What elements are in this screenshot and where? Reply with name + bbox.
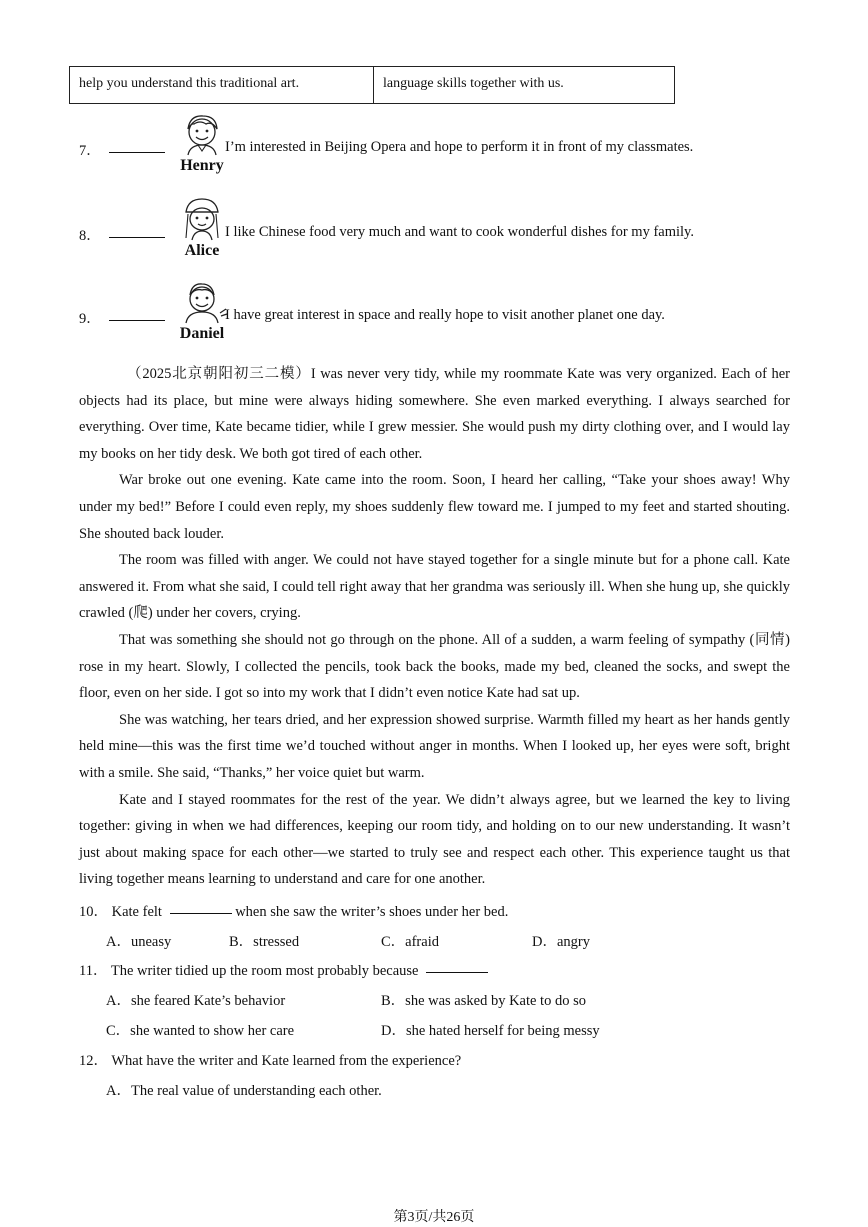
table-cell-left: help you understand this traditional art. [70,67,374,103]
question-stem-end: when she saw the writer’s shoes under her bed. [235,904,509,920]
item-sentence: I’m interested in Beijing Opera and hope to perform it in front of my classmates. [225,139,694,155]
avatar-henry [176,111,228,173]
answer-blank[interactable] [426,972,488,973]
option-a[interactable]: A．uneasy [106,934,172,950]
question-number: 12． [79,1053,108,1069]
question-stem: Kate felt [111,904,162,920]
question-number: 11． [79,963,108,979]
passage-source: （2025北京朝阳初三二模） [127,366,311,382]
question-stem: What have the writer and Kate learned from the experience? [111,1053,462,1069]
answer-blank[interactable] [109,320,165,321]
passage-paragraph: War broke out one evening. Kate came into the room. Soon, I heard her calling, “Take your shoes away! Why under my bed!” Before I could even reply, my shoes suddenly flew toward me. I jumped to my feet and started shouting. She shouted back louder. [79,472,790,542]
passage-paragraph: （2025北京朝阳初三二模）I was never very tidy, while my roommate Kate was very organized. Each of her objects had its place, but mine were always hiding somewhere. She even marked everything. I always searched for everything. Over time, Kate became tidier, while I grew messier. She would push my dirty clothing over, and I would lay my books on her tidy desk. We both got tired of each other. [79,366,791,462]
table-cell-right: language skills together with us. [383,76,564,91]
passage-paragraph: The room was filled with anger. We could not have stayed together for a single minute but for a phone call. Kate answered it. From what she said, I could tell right away that her grandma was seriously ill. When she hung up, she quickly crawled (爬) under her covers, crying. [79,552,790,622]
options-table [69,66,675,104]
reading-passage [79,361,790,893]
matching-item-8 [79,224,799,284]
question-12 [79,1051,799,1071]
question-number: 10． [79,904,108,920]
option-c[interactable]: C．afraid [381,934,439,950]
passage-paragraph: That was something she should not go through on the phone. All of a sudden, a warm feeling of sympathy (同情) rose in my heart. Slowly, I collected the pencils, took back the books, made my bed, cleaned the socks, and swept the floor, even on her side. I got so into my work that I didn’t even notice Kate had sat up. [79,631,790,702]
item-number: 9． [79,311,101,327]
character-name: Daniel [179,325,225,342]
page-footer: 第3页/共26页 [393,1210,475,1225]
question-10 [79,902,799,922]
passage-paragraph: She was watching, her tears dried, and her expression showed surprise. Warmth filled my heart as her hands gently held mine—this was the first time we’d touched without anger in months. When I looked up, her eyes were soft, bright with a smile. She said, “Thanks,” her voice quiet but warm. [79,711,790,781]
passage-paragraph: Kate and I stayed roommates for the rest of the year. We didn’t always agree, but we learned the key to living together: giving in when we had differences, keeping our room tidy, and holding on to our new understanding. It wasn’t just about making space for each other—we started to truly see and respect each other. This experience taught us that living together means learning to understand and care for one another. [79,791,790,888]
item-number: 7． [79,143,101,159]
item-number: 8． [79,228,101,244]
option-b[interactable]: B．she was asked by Kate to do so [381,993,586,1009]
character-name: Alice [184,242,220,259]
question-11 [79,961,799,981]
item-sentence: I like Chinese food very much and want to cook wonderful dishes for my family. [225,224,694,240]
item-sentence: I have great interest in space and really hope to visit another planet one day. [225,307,665,323]
boy-smiling-icon [176,111,228,157]
option-b[interactable]: B．stressed [229,934,300,950]
avatar-daniel [176,279,228,341]
option-d[interactable]: D．she hated herself for being messy [381,1023,600,1039]
girl-with-hat-icon [176,196,228,242]
answer-blank[interactable] [109,237,165,238]
answer-blank[interactable] [109,152,165,153]
matching-item-7 [79,139,799,199]
question-stem: The writer tidied up the room most probably because [110,963,419,979]
matching-item-9 [79,307,799,367]
option-c[interactable]: C．she wanted to show her care [106,1023,295,1039]
character-name: Henry [180,157,224,174]
answer-blank[interactable] [170,913,232,914]
avatar-alice [176,196,228,258]
boy-waving-icon [176,279,228,325]
option-a[interactable]: A．she feared Kate’s behavior [106,993,286,1009]
option-d[interactable]: D．angry [532,934,590,950]
option-a[interactable]: A．The real value of understanding each other. [106,1083,382,1099]
